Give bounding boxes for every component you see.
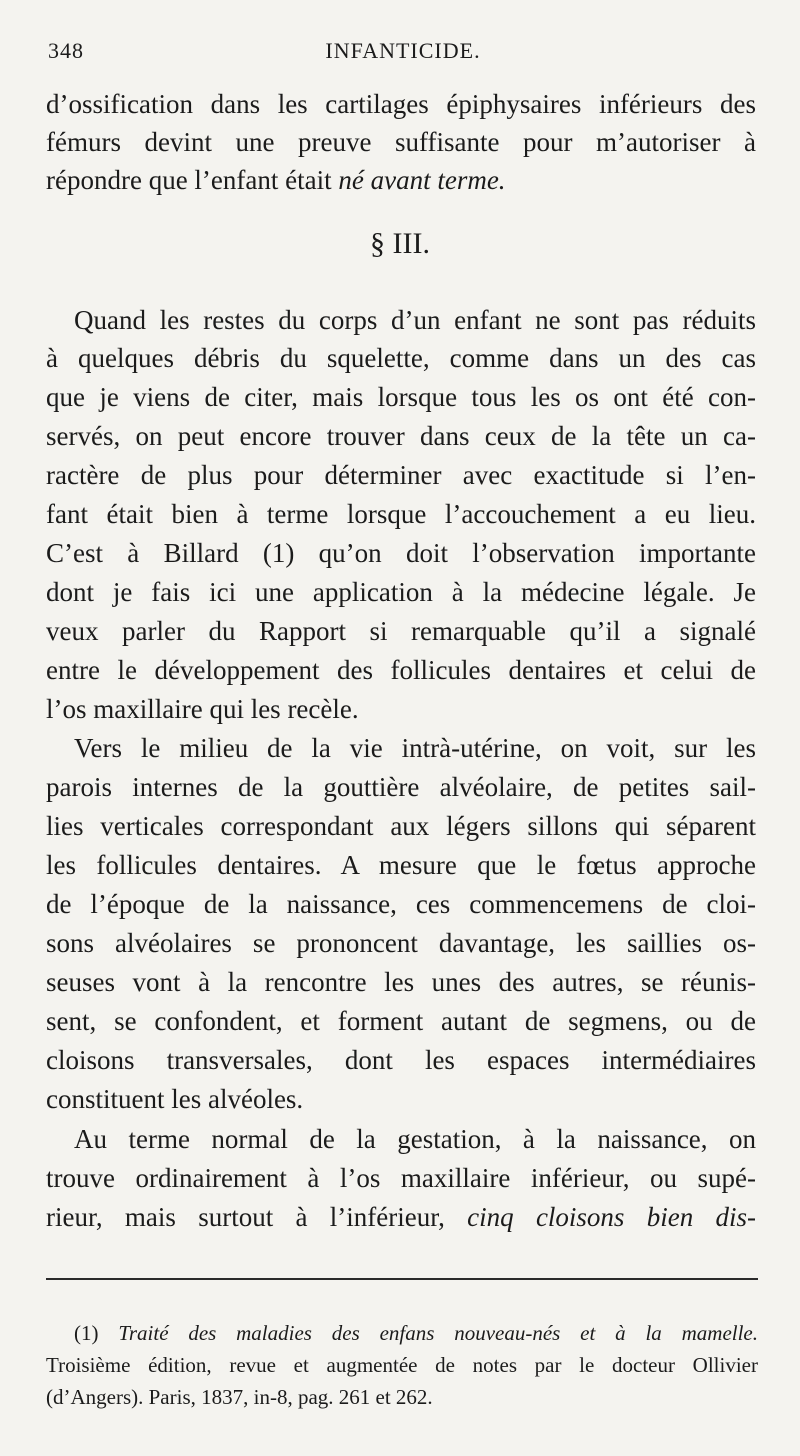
footnote-line: (d’Angers). Paris, 1837, in-8, pag. 261 et 262. (46, 1385, 433, 1409)
footnote-marker: (1) (74, 1321, 99, 1345)
text-line: lies verticales correspondant aux légers sillons qui séparent (46, 811, 756, 841)
text-line: sent, se confondent, et forment autant de segmens, ou de (46, 1006, 756, 1036)
text-line: servés, on peut encore trouver dans ceux de la tête un ca- (46, 421, 756, 451)
text-line: constituent les alvéoles. (46, 1084, 304, 1114)
page-number: 348 (48, 38, 84, 63)
text-line: sons alvéolaires se prononcent davantage, les saillies os- (46, 928, 756, 958)
footnote-divider (46, 1278, 758, 1280)
text-line: d’ossification dans les cartilages épiphysaires inférieurs des (46, 89, 756, 119)
text-line: Au terme normal de la gestation, à la naissance, on (74, 1124, 756, 1154)
text-line: dont je fais ici une application à la médecine légale. Je (46, 577, 756, 607)
text-line: seuses vont à la rencontre les unes des autres, se réunis- (46, 967, 756, 997)
text-line: ractère de plus pour déterminer avec exactitude si l’en- (46, 460, 756, 490)
footnote-line (46, 1318, 758, 1348)
text-line: à quelques débris du squelette, comme dans un des cas (46, 343, 756, 373)
footnote-line: Troisième édition, revue et augmentée de notes par le docteur Ollivier (46, 1353, 758, 1377)
page-header (48, 38, 758, 70)
text-line: Quand les restes du corps d’un enfant ne sont pas réduits (74, 305, 756, 335)
running-title: INFANTICIDE. (325, 38, 481, 63)
section-heading: § III. (370, 227, 430, 260)
emphasis-text: né avant terme. (338, 165, 506, 195)
text-span: rieur, mais surtout à l’inférieur, (46, 1202, 445, 1232)
text-line: Vers le milieu de la vie intrà-utérine, on voit, sur les (74, 733, 756, 763)
footnote-title: Traité des maladies des enfans nouveau-nés et à la mamelle. (118, 1321, 759, 1345)
text-line: entre le développement des follicules dentaires et celui de (46, 655, 756, 685)
text-line: fant était bien à terme lorsque l’accouchement a eu lieu. (46, 499, 756, 529)
text-line: les follicules dentaires. A mesure que le fœtus approche (46, 850, 756, 880)
text-line: l’os maxillaire qui les recèle. (46, 694, 359, 724)
emphasis-text: cinq cloisons bien dis- (467, 1202, 756, 1232)
text-line: cloisons transversales, dont les espaces intermédiaires (46, 1045, 756, 1075)
text-line (46, 162, 756, 198)
text-line: parois internes de la gouttière alvéolaire, de petites sail- (46, 772, 756, 802)
text-span: répondre que l’enfant était (46, 165, 332, 195)
text-line: trouve ordinairement à l’os maxillaire inférieur, ou supé- (46, 1163, 756, 1193)
text-line: C’est à Billard (1) qu’on doit l’observation importante (46, 538, 756, 568)
text-line (46, 1199, 756, 1235)
text-line: que je viens de citer, mais lorsque tous les os ont été con- (46, 382, 756, 412)
text-line: veux parler du Rapport si remarquable qu’il a signalé (46, 616, 756, 646)
text-line: fémurs devint une preuve suffisante pour m’autoriser à (46, 127, 756, 157)
text-line: de l’époque de la naissance, ces commencemens de cloi- (46, 889, 756, 919)
